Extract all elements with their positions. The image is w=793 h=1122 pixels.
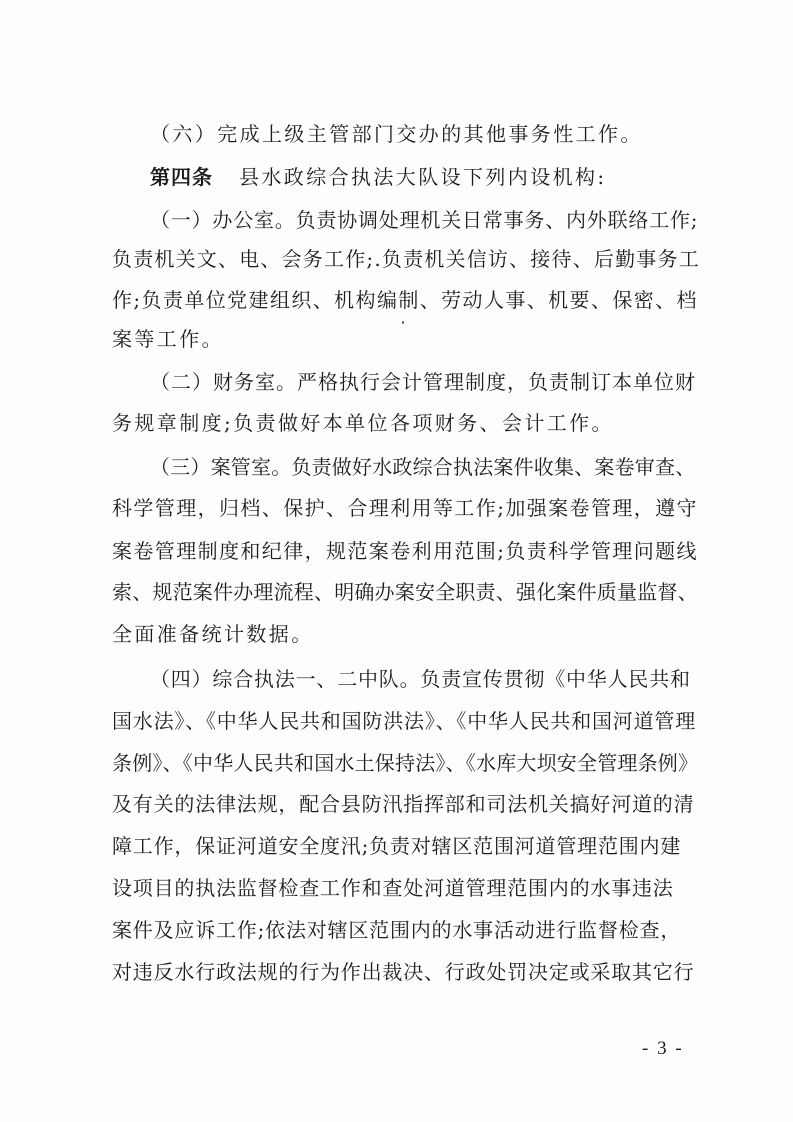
scan-speck <box>402 321 404 324</box>
office-line-3: 作;负责单位党建组织、机构编制、劳动人事、机要、保密、档 <box>112 288 698 312</box>
case-line-2: 科学管理，归档、保护、合理利用等工作;加强案卷管理，遵守 <box>112 496 698 520</box>
office-line-4: 案等工作。 <box>112 327 224 351</box>
enforcement-line-7: 案件及应诉工作;依法对辖区范围内的水事活动进行监督检查， <box>112 918 682 942</box>
article-4-line <box>150 165 607 189</box>
case-line-5: 全面准备统计数据。 <box>112 622 314 646</box>
item-6-line: （六）完成上级主管部门交办的其他事务性工作。 <box>150 122 643 146</box>
case-line-1: （三）案管室。负责做好水政综合执法案件收集、案卷审查、 <box>150 455 696 479</box>
finance-line-1: （二）财务室。严格执行会计管理制度，负责制订本单位财 <box>150 370 696 394</box>
case-line-3: 案卷管理制度和纪律，规范案卷利用范围;负责科学管理问题线 <box>112 539 698 563</box>
finance-line-2: 务规章制度;负责做好本单位各项财务、会计工作。 <box>112 411 614 435</box>
enforcement-line-1: （四）综合执法一、二中队。负责宣传贯彻《中华人民共和 <box>150 667 691 691</box>
enforcement-line-5: 障工作，保证河道安全度汛;负责对辖区范围河道管理范围内建 <box>112 834 682 858</box>
enforcement-line-8: 对违反水行政法规的行为作出裁决、行政处罚决定或采取其它行 <box>112 960 695 984</box>
enforcement-line-3: 条例》、《中华人民共和国水土保持法》、《水库大坝安全管理条例》 <box>112 751 699 775</box>
enforcement-line-6: 设项目的执法监督检查工作和查处河道管理范围内的水事违法 <box>112 876 674 900</box>
enforcement-line-4: 及有关的法律法规，配合县防汛指挥部和司法机关搞好河道的清 <box>112 792 695 816</box>
case-line-4: 索、规范案件办理流程、明确办案安全职责、强化案件质量监督、 <box>112 580 698 604</box>
article-label: 第四条 <box>150 165 213 189</box>
article-text: 县水政综合执法大队设下列内设机构: <box>239 165 607 189</box>
office-line-1: （一）办公室。负责协调处理机关日常事务、内外联络工作; <box>150 208 699 232</box>
office-line-2: 负责机关文、电、会务工作;.负责机关信访、接待、后勤事务工 <box>112 247 700 271</box>
page-number: - 3 - <box>642 1038 684 1059</box>
enforcement-line-2: 国水法》、《中华人民共和国防洪法》、《中华人民共和国河道管理 <box>112 709 696 733</box>
